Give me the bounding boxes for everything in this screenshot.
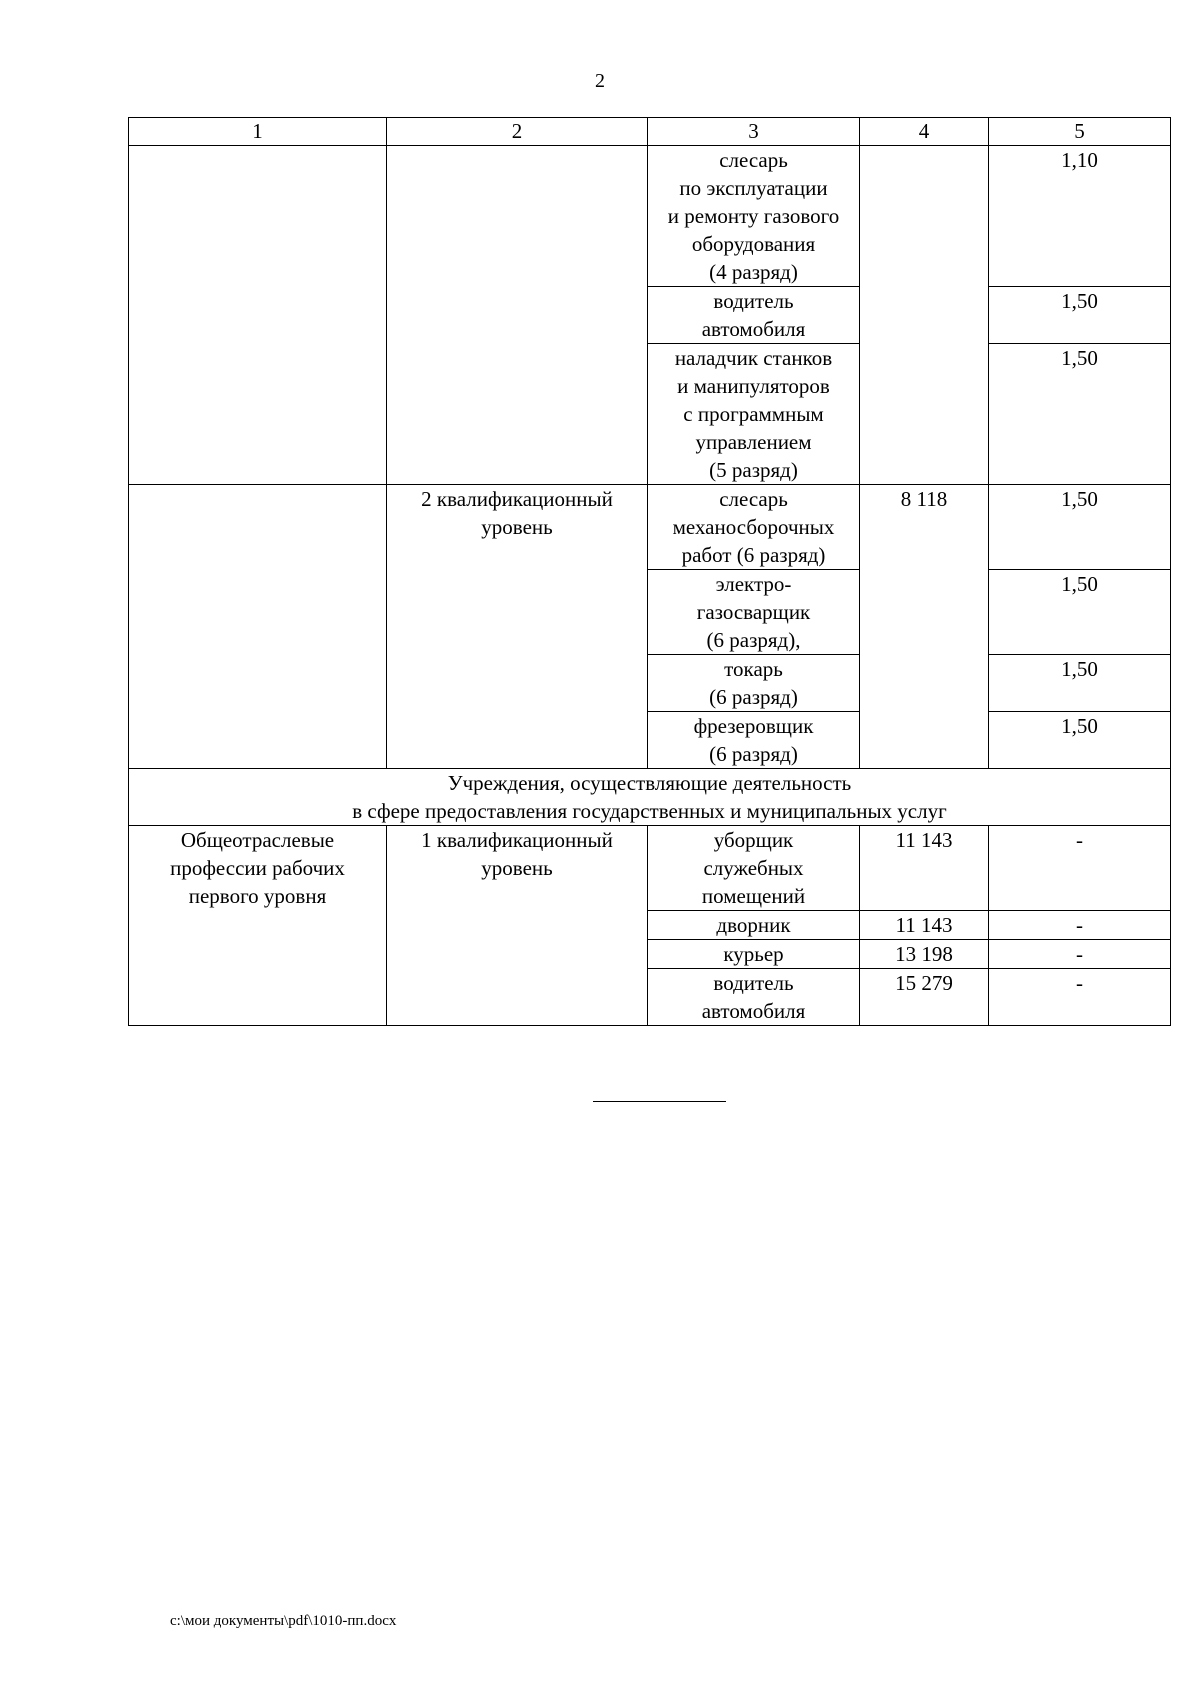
profession-cell: курьер <box>648 940 860 969</box>
coef-cell: 1,50 <box>989 485 1171 570</box>
coef-cell: 1,50 <box>989 344 1171 485</box>
section-title: Учреждения, осуществляющие деятельность в сфере предоставления государственных и муниципальных услуг <box>129 769 1171 826</box>
profession-cell: дворник <box>648 911 860 940</box>
table-row <box>129 826 1171 911</box>
header-cell-5: 5 <box>989 118 1171 146</box>
table-row <box>129 146 1171 287</box>
profession-cell: фрезеровщик (6 разряд) <box>648 712 860 769</box>
group-cell-empty <box>129 485 387 769</box>
header-cell-4: 4 <box>860 118 989 146</box>
salary-cell: 8 118 <box>860 485 989 769</box>
profession-cell: наладчик станков и манипуляторов с программным управлением (5 разряд) <box>648 344 860 485</box>
coef-cell: 1,50 <box>989 287 1171 344</box>
salary-cell: 13 198 <box>860 940 989 969</box>
group-cell: Общеотраслевые профессии рабочих первого уровня <box>129 826 387 1026</box>
coef-cell: - <box>989 911 1171 940</box>
end-separator-line <box>593 1101 726 1102</box>
coef-cell: - <box>989 940 1171 969</box>
profession-cell: водитель автомобиля <box>648 287 860 344</box>
page-number: 2 <box>595 70 605 92</box>
coef-cell: - <box>989 826 1171 911</box>
level-cell-empty <box>387 146 648 485</box>
profession-cell: токарь (6 разряд) <box>648 655 860 712</box>
level-cell: 1 квалификационный уровень <box>387 826 648 1026</box>
profession-cell: электро- газосварщик (6 разряд), <box>648 570 860 655</box>
group-cell-empty <box>129 146 387 485</box>
level-cell: 2 квалификационный уровень <box>387 485 648 769</box>
section-header-row <box>129 769 1171 826</box>
salary-cell: 11 143 <box>860 911 989 940</box>
header-cell-3: 3 <box>648 118 860 146</box>
salary-cell: 15 279 <box>860 969 989 1026</box>
profession-cell: слесарь по эксплуатации и ремонту газового оборудования (4 разряд) <box>648 146 860 287</box>
salary-cell: 11 143 <box>860 826 989 911</box>
profession-cell: уборщик служебных помещений <box>648 826 860 911</box>
header-cell-2: 2 <box>387 118 648 146</box>
footer-file-path: c:\мои документы\pdf\1010-пп.docx <box>170 1613 397 1629</box>
profession-cell: водитель автомобиля <box>648 969 860 1026</box>
header-cell-1: 1 <box>129 118 387 146</box>
coef-cell: 1,10 <box>989 146 1171 287</box>
table-header-row <box>129 118 1171 146</box>
coef-cell: 1,50 <box>989 712 1171 769</box>
table-row <box>129 485 1171 570</box>
profession-cell: слесарь механосборочных работ (6 разряд) <box>648 485 860 570</box>
coef-cell: 1,50 <box>989 570 1171 655</box>
salary-cell-empty <box>860 146 989 485</box>
salary-table <box>128 117 1171 1026</box>
coef-cell: - <box>989 969 1171 1026</box>
coef-cell: 1,50 <box>989 655 1171 712</box>
